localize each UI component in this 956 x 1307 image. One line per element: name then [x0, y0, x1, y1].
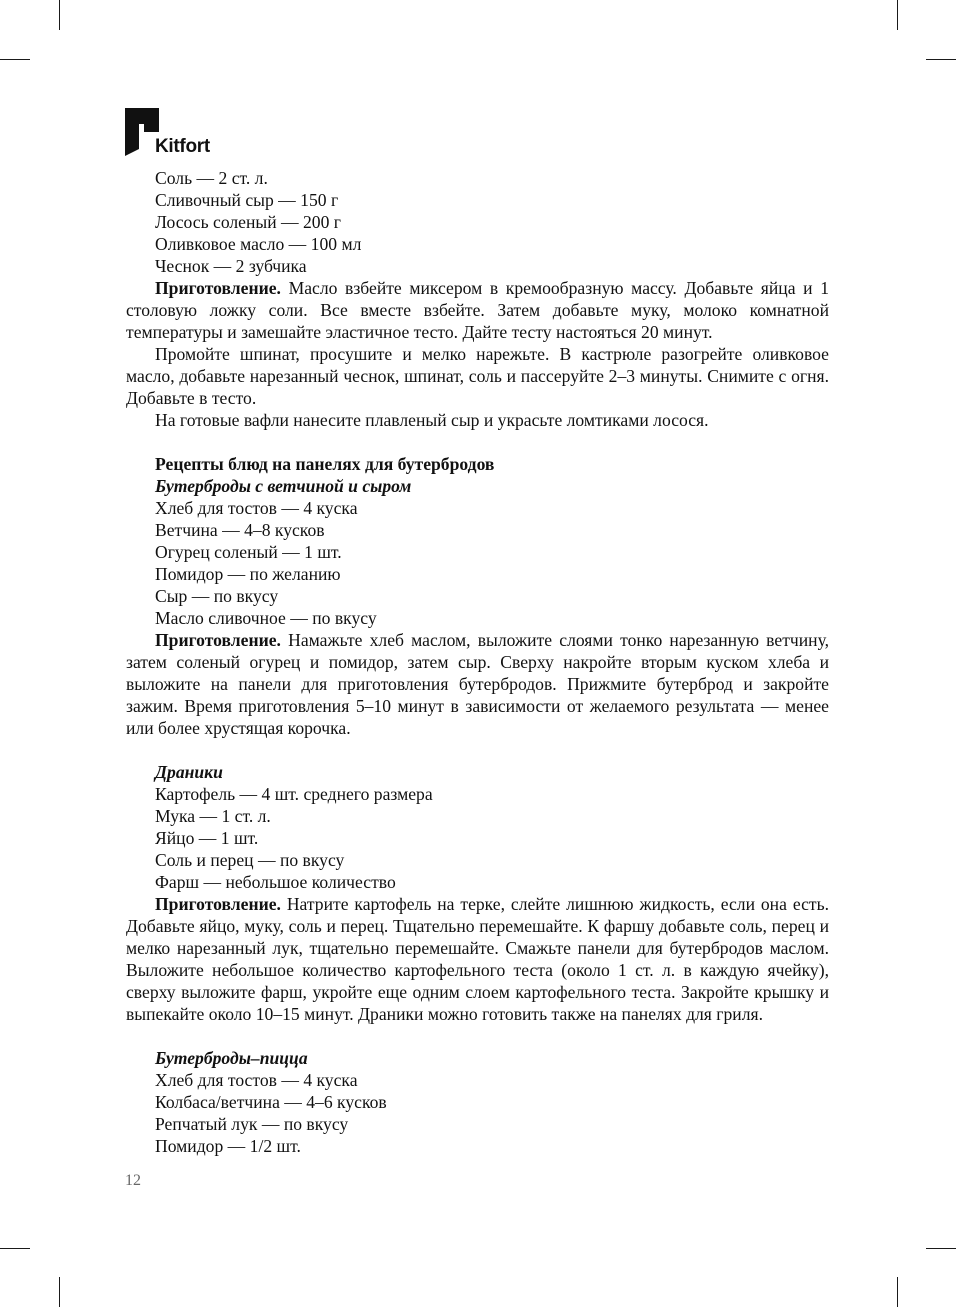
ingredient-item: Соль и перец — по вкусу: [155, 850, 345, 870]
method-label: Приготовление.: [155, 894, 281, 914]
ingredient-item: Яйцо — 1 шт.: [155, 828, 259, 848]
recipe-method: [126, 629, 829, 739]
ingredient-item: Репчатый лук — по вкусу: [155, 1114, 349, 1134]
recipe-title: Бутерброды с ветчиной и сыром: [155, 476, 412, 496]
ingredient-item: Помидор — 1/2 шт.: [155, 1136, 301, 1156]
recipe-draniki: [126, 761, 829, 1025]
recipe-ham-cheese-sandwich: [126, 475, 829, 739]
ingredient-item: Фарш — небольшое количество: [155, 872, 396, 892]
ingredient-item: Хлеб для тостов — 4 куска: [155, 1070, 358, 1090]
ingredient-item: Чеснок — 2 зубчика: [155, 256, 307, 276]
brand-mark-icon: [125, 108, 159, 156]
brand-name: Kitfort: [155, 136, 210, 157]
ingredient-item: Колбаса/ветчина — 4–6 кусков: [155, 1092, 387, 1112]
crop-mark-top-right: [897, 0, 898, 30]
ingredient-item: Хлеб для тостов — 4 куска: [155, 498, 358, 518]
ingredient-item: Лосось соленый — 200 г: [155, 212, 342, 232]
recipe-method: [126, 893, 829, 1025]
ingredient-item: Масло сливочное — по вкусу: [155, 608, 377, 628]
method-text: Масло взбейте миксером в кремообразную массу. Добавьте яйца и 1 столовую ложку соли. Все вместе взбейте. Затем добавьте муку, молоко комнатной температуры и замешайте эластичное тесто. Дайте тесту настояться 20 минут.: [126, 278, 829, 342]
ingredient-item: Картофель — 4 шт. среднего размера: [155, 784, 433, 804]
crop-mark-bottom-left-h: [0, 1248, 30, 1249]
crop-mark-top-left: [59, 0, 60, 30]
recipe-title: Драники: [155, 762, 223, 782]
ingredient-item: Сливочный сыр — 150 г: [155, 190, 339, 210]
intro-method: [126, 277, 829, 343]
method-label: Приготовление.: [155, 630, 281, 650]
intro-paragraph-3: На готовые вафли нанесите плавленый сыр и украсьте ломтиками лосося.: [155, 410, 709, 430]
ingredient-item: Огурец соленый — 1 шт.: [155, 542, 342, 562]
page-content: [126, 167, 829, 1157]
crop-mark-bottom-left: [59, 1277, 60, 1307]
crop-mark-bottom-right: [897, 1277, 898, 1307]
ingredient-item: Сыр — по вкусу: [155, 586, 279, 606]
ingredient-item: Помидор — по желанию: [155, 564, 341, 584]
recipe-pizza-sandwich: [126, 1047, 829, 1157]
intro-ingredients-list: [126, 167, 829, 277]
crop-mark-top-right-h: [926, 59, 956, 60]
crop-mark-bottom-right-h: [926, 1248, 956, 1249]
method-text: Намажьте хлеб маслом, выложите слоями тонко нарезанную ветчину, затем соленый огурец и помидор, затем сыр. Сверху накройте вторым куском хлеба и выложите на панели для приготовления бутербродов. Прижмите бутерброд и закройте зажим. Время приготовления 5–10 минут в зависимости от желаемого результата — менее или более хрустящая корочка.: [126, 630, 829, 738]
intro-paragraph-2: Промойте шпинат, просушите и мелко нарежьте. В кастрюле разогрейте оливковое масло, добавьте нарезанный чеснок, шпинат, соль и пассеруйте 2–3 минуты. Снимите с огня. Добавьте в тесто.: [126, 344, 829, 408]
brand-logo: [125, 108, 245, 158]
method-text: Натрите картофель на терке, слейте лишнюю жидкость, если она есть. Добавьте яйцо, муку, соль и перец. Тщательно перемешайте. К фаршу добавьте соль, перец и мелко нарезанный лук, тщательно перемешайте. Смажьте панели для бутербродов маслом. Выложите небольшое количество картофельного теста (около 1 ст. л. в каждую ячейку), сверху выложите фарш, укройте еще одним слоем картофельного теста. Закройте крышку и выпекайте около 10–15 минут. Драники можно готовить также на панелях для гриля.: [126, 894, 829, 1024]
ingredient-item: Ветчина — 4–8 кусков: [155, 520, 325, 540]
method-label: Приготовление.: [155, 278, 281, 298]
ingredient-item: Оливковое масло — 100 мл: [155, 234, 362, 254]
crop-mark-top-left-h: [0, 59, 30, 60]
section-heading: Рецепты блюд на панелях для бутербродов: [155, 454, 495, 474]
ingredient-item: Соль — 2 ст. л.: [155, 168, 268, 188]
ingredient-item: Мука — 1 ст. л.: [155, 806, 271, 826]
page-number: 12: [125, 1172, 141, 1189]
recipe-title: Бутерброды–пицца: [155, 1048, 308, 1068]
